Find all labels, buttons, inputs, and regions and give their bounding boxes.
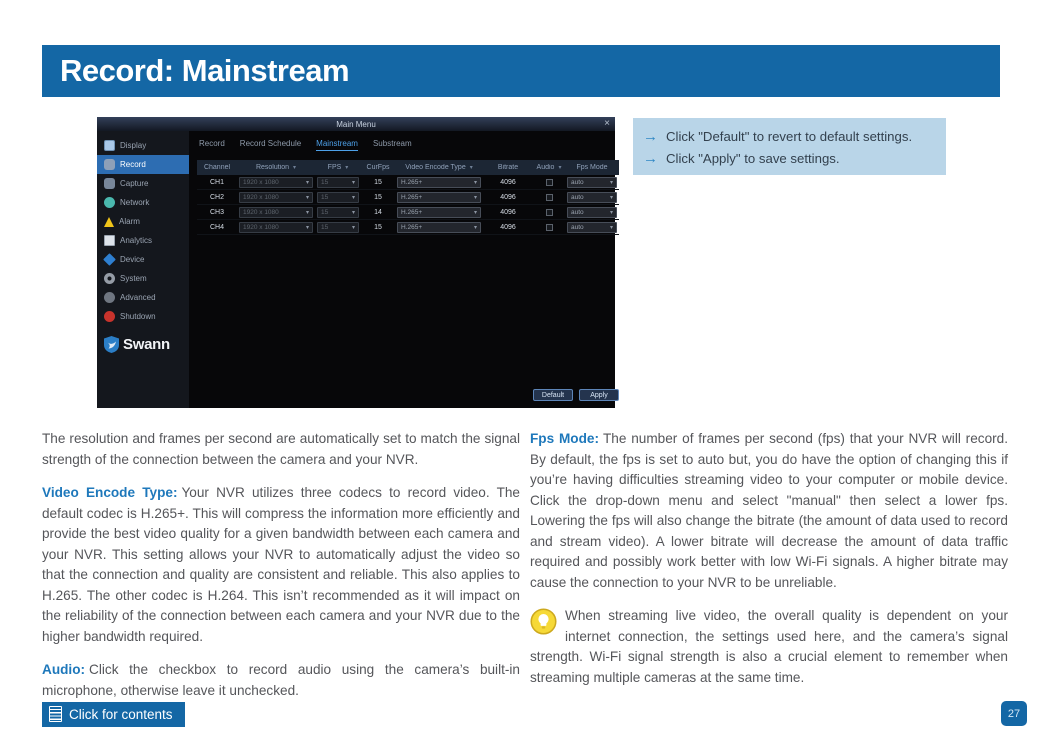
callout-item [643,129,934,144]
paragraph-intro: The resolution and frames per second are automatically set to match the signal strength of the connection between the camera and your NVR. [42,431,520,467]
channel-cell: CH2 [209,193,224,201]
alarm-icon [104,217,114,227]
channel-cell: CH3 [209,208,224,216]
capture-icon [104,178,115,189]
advanced-icon [104,292,115,303]
table-row [197,190,619,205]
col-fps-mode: Fps Mode [576,164,608,171]
sidebar-item-label: Capture [120,179,149,188]
nvr-screenshot [97,117,615,408]
chevron-down-icon: ▾ [609,194,613,201]
nvr-content [189,131,625,408]
fps-mode-dropdown[interactable]: auto ▾ [567,222,617,233]
tab-substream[interactable]: Substream [372,139,412,148]
sidebar-item-device[interactable] [97,250,189,269]
resolution-dropdown[interactable]: 1920 x 1080 ▾ [239,177,313,188]
audio-checkbox[interactable] [546,224,553,231]
chevron-down-icon: ▾ [305,194,309,201]
bitrate-cell: 4096 [500,193,516,201]
callout-item [643,151,934,166]
sidebar-item-label: System [120,274,147,283]
chevron-down-icon: ▾ [473,209,477,216]
audio-checkbox[interactable] [546,194,553,201]
sidebar-item-label: Network [120,198,150,207]
tab-record[interactable]: Record [199,139,225,148]
sidebar-item-record[interactable] [97,155,189,174]
sidebar-item-capture[interactable] [97,174,189,193]
sidebar-item-label: Advanced [120,293,156,302]
nvr-tab-bar [199,139,619,151]
paragraph-video-encode-type: Video Encode Type: Your NVR utilizes three codecs to record video. The default codec is H.265+. This will compress the information more efficiently and provide the best video quality for a given bandwidth between each camera and your NVR. This setting allows your NVR to automatically adjust the video so that the connection and quality are consistent and reliable. This also applies to H.265. The other codec is H.264. This isn’t recommended as it will impact on the reliability of the connection between each camera and your NVR due to the higher bandwidth required. [42,485,520,644]
sidebar-item-label: Device [120,255,145,264]
chevron-down-icon: ▾ [351,179,355,186]
curfps-cell: 14 [374,208,382,216]
encode-type-dropdown[interactable]: H.265+ ▾ [397,222,481,233]
swann-logo [104,336,170,353]
body-column-left [42,429,520,714]
table-row [197,205,619,220]
col-channel: Channel [203,164,231,171]
chevron-down-icon: ▾ [609,209,613,216]
sidebar-item-network[interactable] [97,193,189,212]
arrow-right-icon: → [643,150,658,167]
sidebar-item-label: Alarm [119,217,140,226]
shutdown-icon [104,311,115,322]
chevron-down-icon: ▾ [469,165,473,171]
swann-shield-icon [104,336,119,353]
sidebar-item-advanced[interactable] [97,288,189,307]
col-fps: FPS ▾ [327,164,349,171]
bitrate-cell: 4096 [500,208,516,216]
chevron-down-icon: ▾ [305,179,309,186]
contents-button[interactable] [42,702,185,727]
nvr-titlebar [97,117,615,131]
table-header-row [197,160,619,175]
curfps-cell: 15 [374,193,382,201]
paragraph-audio: Audio: Click the checkbox to record audio using the camera’s built-in microphone, otherwise leave it unchecked. [42,662,520,698]
sidebar-item-analytics[interactable] [97,231,189,250]
nvr-button-bar [533,389,619,401]
tip-paragraph [530,606,1008,688]
system-gear-icon [104,273,115,284]
chevron-down-icon: ▾ [473,224,477,231]
fps-dropdown[interactable]: 15 ▾ [317,207,359,218]
audio-checkbox[interactable] [546,179,553,186]
bitrate-cell: 4096 [500,223,516,231]
analytics-icon [104,235,115,246]
page-number-badge: 27 [1001,701,1027,726]
col-curfps: CurFps [366,164,390,171]
default-button[interactable]: Default [533,389,573,401]
nvr-sidebar [97,131,189,408]
encode-type-dropdown[interactable]: H.265+ ▾ [397,177,481,188]
table-row [197,220,619,235]
curfps-cell: 15 [374,178,382,186]
tab-mainstream[interactable]: Mainstream [316,139,358,151]
resolution-dropdown[interactable]: 1920 x 1080 ▾ [239,192,313,203]
col-bitrate: Bitrate [497,164,519,171]
document-icon [49,706,62,722]
sidebar-item-display[interactable] [97,136,189,155]
record-icon [104,159,115,170]
channel-cell: CH1 [209,178,224,186]
chevron-down-icon: ▾ [609,179,613,186]
keyword-audio: Audio: [42,662,86,677]
device-icon [103,253,116,266]
page-title: Record: Mainstream [60,53,350,88]
fps-mode-dropdown[interactable]: auto ▾ [567,207,617,218]
lightbulb-icon [530,608,557,635]
chevron-down-icon: ▾ [305,209,309,216]
encode-type-dropdown[interactable]: H.265+ ▾ [397,207,481,218]
sidebar-item-label: Analytics [120,236,153,245]
sidebar-item-label: Record [120,160,146,169]
chevron-down-icon: ▾ [305,224,309,231]
bitrate-cell: 4096 [500,178,516,186]
fps-mode-dropdown[interactable]: auto ▾ [567,177,617,188]
resolution-dropdown[interactable]: 1920 x 1080 ▾ [239,207,313,218]
chevron-down-icon: ▾ [351,224,355,231]
keyword-video-encode-type: Video Encode Type: [42,485,178,500]
col-resolution: Resolution ▾ [255,164,297,171]
sidebar-item-label: Shutdown [120,312,156,321]
callout-text: Click "Apply" to save settings. [666,151,840,166]
audio-checkbox[interactable] [546,209,553,216]
chevron-down-icon: ▾ [351,209,355,216]
chevron-down-icon: ▾ [558,165,562,171]
nvr-window-title: Main Menu [336,119,376,129]
fps-dropdown[interactable]: 15 ▾ [317,222,359,233]
sidebar-item-label: Display [120,141,147,150]
monitor-icon [104,140,115,151]
tip-text: When streaming live video, the overall quality is dependent on your internet connection, the settings used here, and the camera’s signal strength. Wi-Fi signal strength is also a crucial element to remember when streaming multiple cameras at the same time. [530,608,1008,685]
page-header [42,45,1000,97]
tab-record-schedule[interactable]: Record Schedule [239,139,302,148]
chevron-down-icon: ▾ [293,165,297,171]
arrow-right-icon: → [643,128,658,145]
swann-logo-text: Swann [123,336,170,353]
contents-button-label: Click for contents [69,706,173,722]
callout-text: Click "Default" to revert to default settings. [666,129,913,144]
encode-type-dropdown[interactable]: H.265+ ▾ [397,192,481,203]
body-column-right [530,429,1008,701]
chevron-down-icon: ▾ [609,224,613,231]
chevron-down-icon: ▾ [345,165,349,171]
table-row [197,175,619,190]
sidebar-item-alarm[interactable] [97,212,189,231]
chevron-down-icon: ▾ [351,194,355,201]
keyword-fps-mode: Fps Mode: [530,431,599,446]
sidebar-item-system[interactable] [97,269,189,288]
fps-dropdown[interactable]: 15 ▾ [317,192,359,203]
col-audio: Audio ▾ [536,164,562,171]
callout-box [633,118,946,175]
chevron-down-icon: ▾ [473,179,477,186]
network-icon [104,197,115,208]
paragraph-fps-mode: Fps Mode: The number of frames per second (fps) that your NVR will record. By default, the fps is set to auto but, you do have the option of changing this if you’re having difficulties streaming video to your computer or mobile device. Click the drop-down menu and select "manual" then select a lower fps. Lowering the fps will also change the bitrate (the amount of data used to record and stream video). A lower bitrate will decrease the amount of data traffic required and possibly work better with low Wi-Fi signals. A higher bitrate may cause the connection to your NVR to be unreliable. [530,431,1008,590]
fps-mode-dropdown[interactable]: auto ▾ [567,192,617,203]
curfps-cell: 15 [374,223,382,231]
col-video-encode-type: Video Encode Type ▾ [405,164,473,171]
fps-dropdown[interactable]: 15 ▾ [317,177,359,188]
chevron-down-icon: ▾ [473,194,477,201]
close-icon[interactable]: × [604,118,610,129]
channel-cell: CH4 [209,223,224,231]
sidebar-item-shutdown[interactable] [97,307,189,326]
resolution-dropdown[interactable]: 1920 x 1080 ▾ [239,222,313,233]
apply-button[interactable]: Apply [579,389,619,401]
